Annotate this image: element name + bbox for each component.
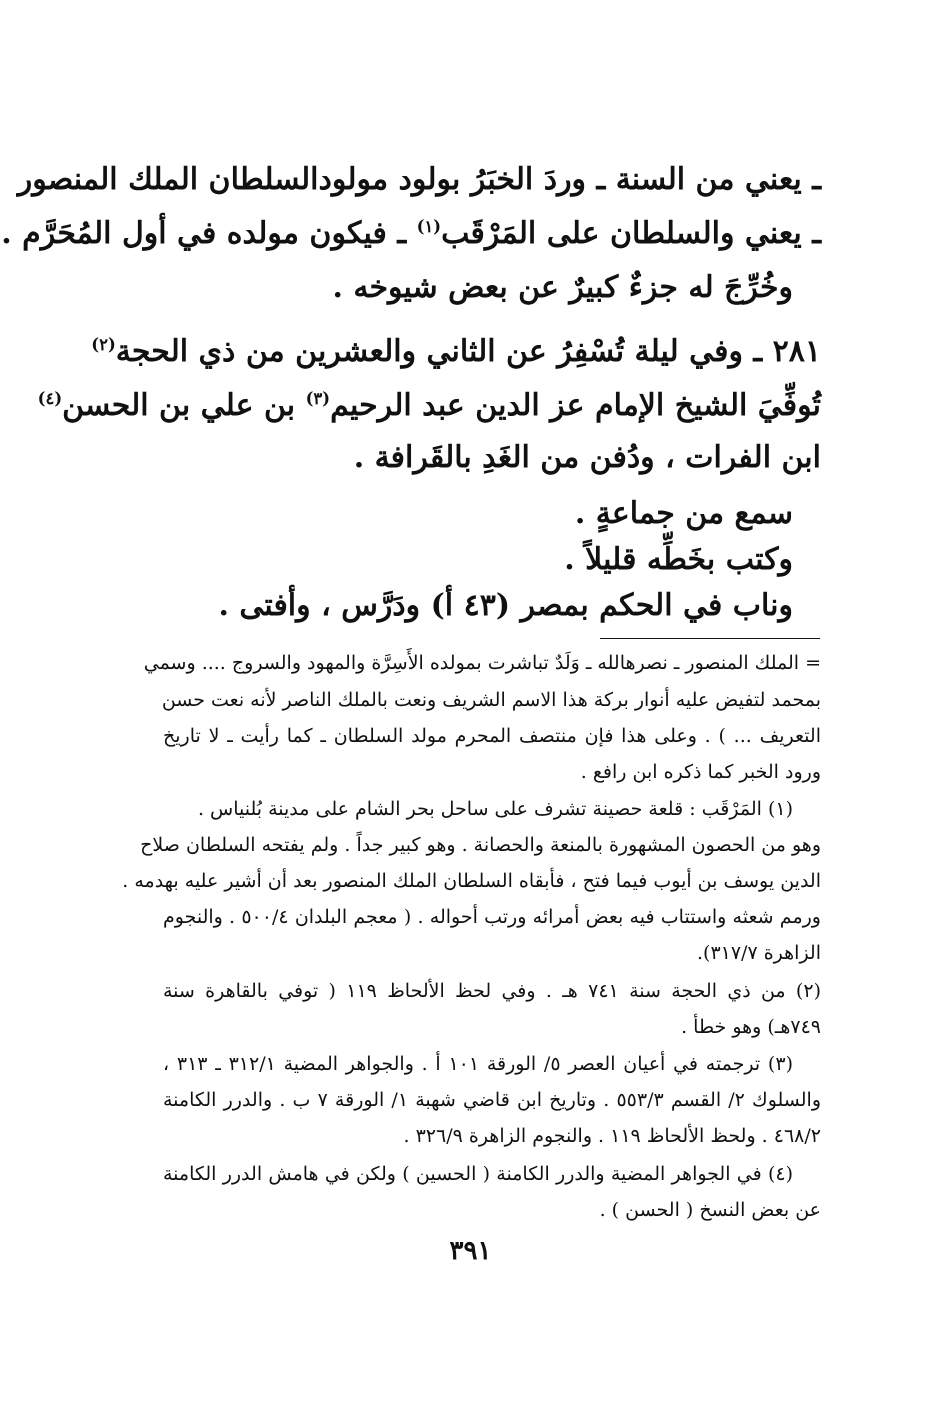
footnote-continuation-line-3-content: التعريف ... ) . وعلى هذا فإن منتصف المحرم مولد السلطان ـ كما رأيت ـ لا تاريخ (163, 725, 821, 747)
footnote-3-line-2 (163, 1085, 821, 1115)
footnote-4-line-2-content: عن بعض النسخ ( الحسن ) . (599, 1199, 821, 1221)
footnote-2-line-2 (163, 1012, 821, 1042)
footnote-ref-2[interactable]: (٢) (91, 335, 116, 354)
entry-281-line-3-content: ابن الفرات ، ودُفن من الغَدِ بالقَرافة . (353, 440, 821, 475)
main-text-line-2 (1, 214, 821, 254)
footnote-1-line-2 (140, 830, 821, 860)
footnote-continuation-line-2-content: بمحمد لتفيض عليه أنوار بركة هذا الاسم الشريف ونعت بالملك الناصر لأنه نعت حسن (161, 689, 821, 711)
page-number: ٣٩١ (449, 1236, 492, 1266)
footnote-1-line-3-content: الدين يوسف بن أيوب فيما فتح ، فأبقاه السلطان الملك المنصور بعد أن أشير عليه بهدمه . (122, 870, 821, 892)
entry-281-line-2-end: بن علي بن الحسن (62, 388, 306, 423)
footnote-ref-3[interactable]: (٣) (305, 389, 331, 408)
footnote-1-line-1-content: (١) المَرْقَب : قلعة حصينة تشرف على ساحل بحر الشام على مدينة بُلنياس . (197, 798, 793, 820)
bio-line-3-content: وناب في الحكم بمصر (٤٣ أ) ودَرَّس ، وأفتى . (218, 588, 793, 623)
footnote-1-line-5 (163, 938, 821, 968)
footnote-continuation-line-4 (163, 757, 821, 787)
footnote-continuation-line-4-content: ورود الخبر كما ذكره ابن رافع . (580, 761, 821, 783)
footnote-4-line-1-content: (٤) في الجواهر المضية والدرر الكامنة ( الحسين ) ولكن في هامش الدرر الكامنة (163, 1163, 793, 1185)
bio-line-2-content: وكتب بخَطِّه قليلاً . (564, 542, 793, 577)
footnote-2-line-1 (163, 976, 821, 1006)
footnote-1-line-2-content: وهو من الحصون المشهورة بالمنعة والحصانة . وهو كبير جداً . ولم يفتحه السلطان صلاح (140, 834, 821, 856)
bio-line-2 (564, 540, 793, 580)
footnote-3-line-3 (163, 1121, 821, 1151)
footnote-4-line-1 (163, 1159, 793, 1189)
footnote-4-line-2 (163, 1195, 821, 1225)
footnote-2-line-1-content: (٢) من ذي الحجة سنة ٧٤١ هـ . وفي لحظ الألحاظ ١١٩ ( توفي بالقاهرة سنة (163, 980, 821, 1002)
footnote-separator (600, 638, 820, 639)
main-text-line-3 (332, 268, 793, 308)
main-text-line-2-start: ـ يعني والسلطان على المَرْقَب (441, 216, 821, 251)
footnote-1-line-4-content: ورمم شعثه واستتاب فيه بعض أمرائه ورتب أحواله . ( معجم البلدان ٥٠٠/٤ . والنجوم (163, 906, 821, 928)
footnote-3-line-1-content: (٣) ترجمته في أعيان العصر ٥/ الورقة ١٠١ أ . والجواهر المضية ٣١٢/١ ـ ٣١٣ ، (163, 1053, 793, 1075)
entry-281-line-2 (37, 386, 821, 426)
footnote-1-line-3 (122, 866, 821, 896)
main-text-line-2-end: ـ فيكون مولده في أول المُحَرَّم . (1, 216, 417, 251)
entry-281-line-1 (91, 332, 821, 372)
footnote-1-line-4 (163, 902, 821, 932)
entry-281-line-3 (354, 438, 821, 478)
footnote-3-line-1 (163, 1049, 793, 1079)
entry-281-line-1-content: ٢٨١ ـ وفي ليلة تُسْفِرُ عن الثاني والعشرين من ذي الحجة (115, 334, 821, 369)
footnote-1-line-1 (163, 794, 793, 824)
footnote-1-line-5-content: الزاهرة ٣١٧/٧). (696, 942, 821, 964)
footnote-continuation-line-1-content: = الملك المنصور ـ نصرهالله ـ وَلَدٌ تباشرت بمولده الأَسِرَّة والمهود والسروج .... وسمي (143, 652, 821, 674)
bio-line-1-content: سمع من جماعةٍ . (574, 496, 793, 531)
main-text-line-1 (17, 160, 821, 200)
footnote-ref-4[interactable]: (٤) (37, 389, 63, 408)
footnote-2-line-2-content: ٧٤٩هـ) وهو خطأ . (681, 1016, 821, 1038)
footnote-continuation-line-1 (143, 648, 821, 678)
bio-line-1 (575, 494, 793, 534)
main-text-line-1-content: ـ يعني من السنة ـ وردَ الخبَرُ بولود مولودالسلطان الملك المنصور (17, 162, 821, 197)
bio-line-3 (219, 586, 793, 626)
footnote-3-line-3-content: ٤٦٨/٢ . ولحظ الألحاظ ١١٩ . والنجوم الزاهرة ٣٢٦/٩ . (403, 1125, 821, 1147)
main-text-line-3-content: وخُرِّجَ له جزءٌ كبيرٌ عن بعض شيوخه . (332, 270, 793, 305)
footnote-ref-1[interactable]: (١) (416, 217, 442, 236)
entry-281-line-2-start: تُوفِّيَ الشيخ الإمام عز الدين عبد الرحيم (330, 388, 821, 423)
footnote-3-line-2-content: والسلوك ٢/ القسم ٥٥٣/٣ . وتاريخ ابن قاضي شهبة ١/ الورقة ٧ ب . والدرر الكامنة (163, 1089, 822, 1111)
footnote-continuation-line-3 (163, 721, 821, 751)
footnote-continuation-line-2 (163, 685, 821, 715)
